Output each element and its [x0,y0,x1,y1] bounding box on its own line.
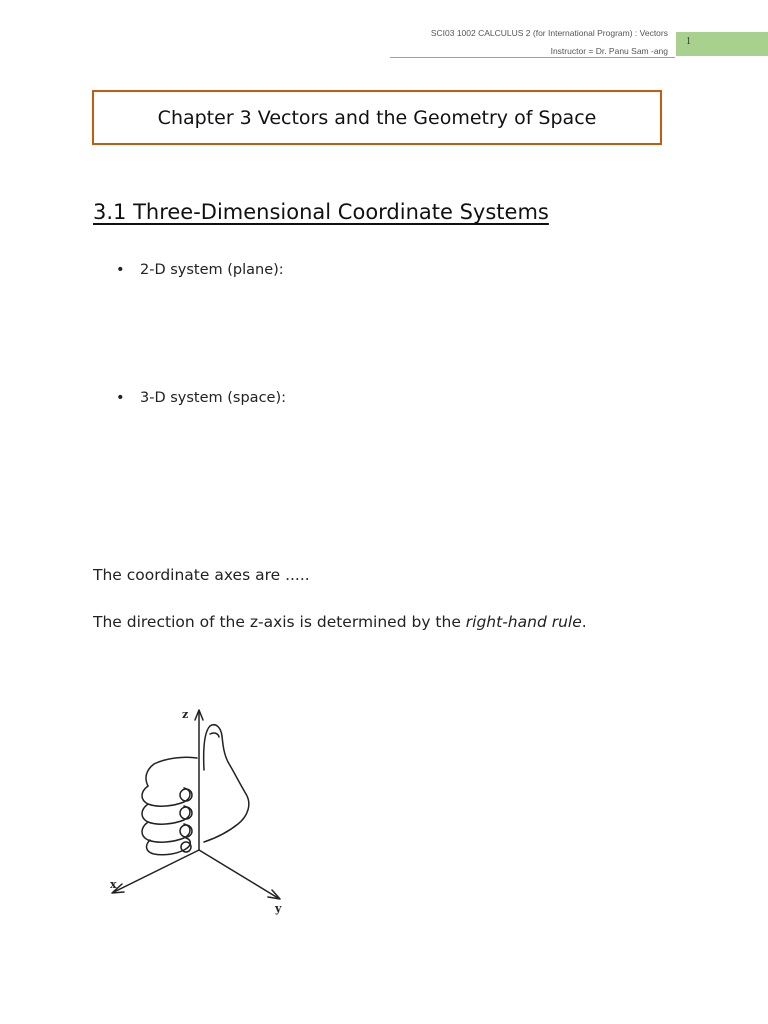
header-rule [390,57,675,58]
section-title: 3.1 Three-Dimensional Coordinate Systems [93,200,549,224]
direction-suffix: . [581,613,587,631]
x-axis-label: x [110,878,117,891]
right-hand-rule-emphasis: right-hand rule [465,613,582,631]
bullet-text: 2-D system (plane): [140,262,284,278]
thumb-outline [204,725,249,842]
right-hand-rule-figure [100,700,320,920]
x-axis [114,850,199,892]
chapter-title-box [92,90,662,145]
bullet-2d-system [116,262,284,278]
page-number-tab [676,32,768,56]
z-axis-label: z [182,708,189,721]
direction-prefix: The direction of the z-axis is determined by the [93,613,466,631]
bullet-3d-system [116,390,286,406]
thumbnail [210,733,219,737]
finger-3 [142,822,190,842]
bullet-text: 3-D system (space): [140,390,286,406]
y-axis [199,850,278,898]
coordinate-axes-line: The coordinate axes are ..... [93,566,310,584]
finger-1 [142,786,190,806]
finger-2 [142,804,190,824]
right-hand-rule-illustration [100,700,320,920]
header-instructor-line: Instructor = Dr. Panu Sam -ang [550,46,668,56]
bullet-symbol: • [116,262,125,278]
chapter-title: Chapter 3 Vectors and the Geometry of Space [157,106,597,129]
page-number: 1 [686,36,691,47]
fingernail [181,842,191,852]
y-axis-arrow [268,890,280,899]
hand-back [146,757,197,786]
bullet-symbol: • [116,390,125,406]
z-axis-direction-line [93,613,587,631]
header-course-line: SCI03 1002 CALCULUS 2 (for International Program) : Vectors [430,28,668,38]
y-axis-label: y [275,902,282,915]
